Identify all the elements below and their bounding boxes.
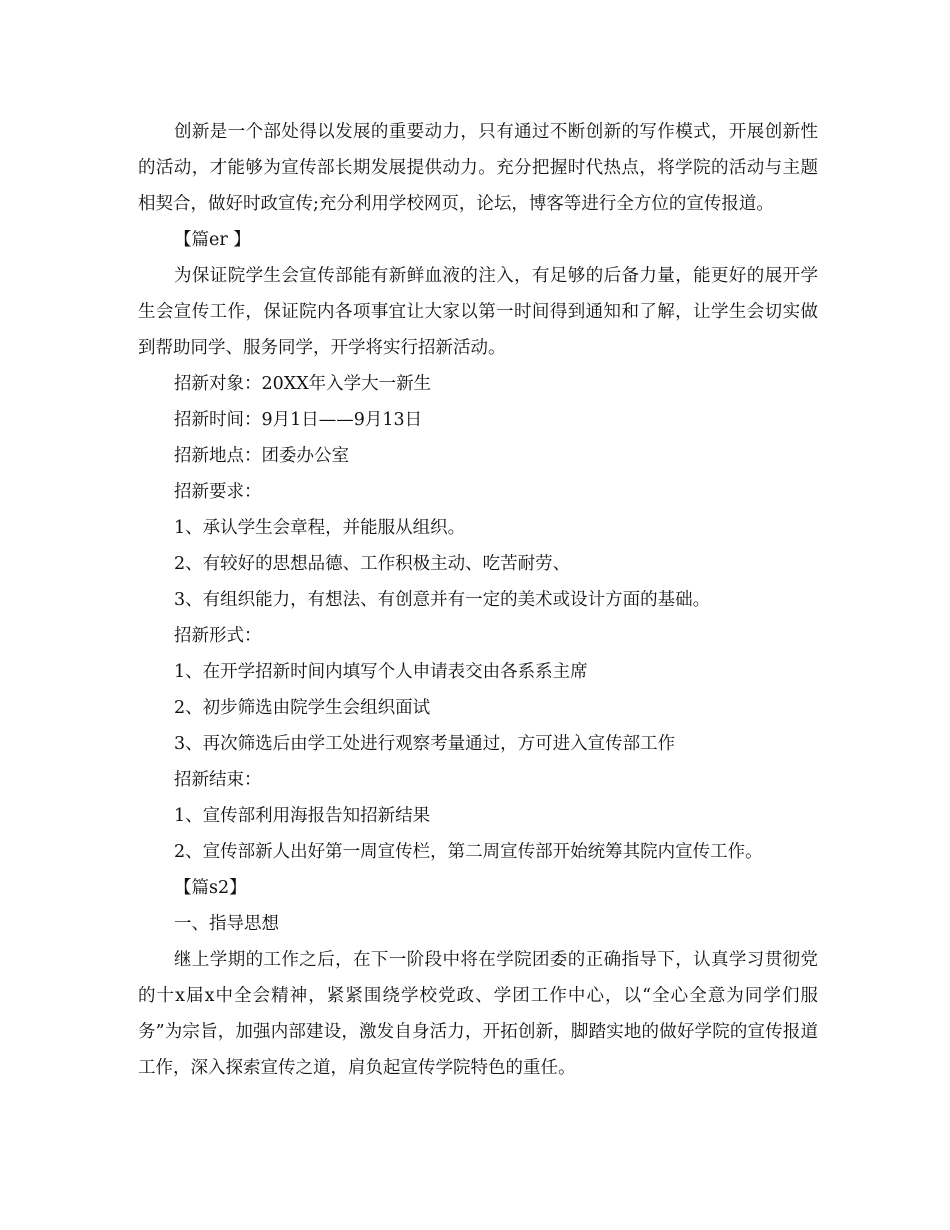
recruit-end-heading: 招新结束：	[174, 770, 262, 790]
format-item-3: 3、再次筛选后由学工处进行观察考量通过，方可进入宣传部工作	[174, 734, 676, 754]
section-heading-s2: 【篇s2】	[174, 878, 247, 898]
requirement-item-3: 3、有组织能力，有想法、有创意并有一定的美术或设计方面的基础。	[174, 590, 711, 610]
section-heading-er: 【篇er 】	[174, 230, 251, 250]
recruit-format-heading: 招新形式：	[174, 626, 262, 646]
paragraph-recruitment-intro: 为保证院学生会宣传部能有新鲜血液的注入，有足够的后备力量，能更好的展开学生会宣传工作，保证院内各项事宜让大家以第一时间得到通知和了解，让学生会切实做到帮助同学、服务同学，开学将实行招新活动。	[138, 266, 818, 358]
recruit-time: 招新时间：9月1日——9月13日	[174, 410, 423, 430]
end-item-2: 2、宣传部新人出好第一周宣传栏，第二周宣传部开始统筹其院内宣传工作。	[174, 842, 763, 862]
format-item-1: 1、在开学招新时间内填写个人申请表交由各系系主席	[174, 662, 588, 682]
format-item-2: 2、初步筛选由院学生会组织面试	[174, 698, 431, 718]
end-item-1: 1、宣传部利用海报告知招新结果	[174, 806, 431, 826]
recruit-location: 招新地点：团委办公室	[174, 446, 349, 466]
document-body	[138, 114, 818, 1086]
requirement-item-2: 2、有较好的思想品德、工作积极主动、吃苦耐劳、	[174, 554, 571, 574]
recruit-requirements-heading: 招新要求：	[174, 482, 262, 502]
guiding-ideology-heading: 一、指导思想	[174, 914, 279, 934]
requirement-item-1: 1、承认学生会章程，并能服从组织。	[174, 518, 466, 538]
recruit-target: 招新对象：20XX年入学大一新生	[174, 374, 432, 394]
paragraph-innovation: 创新是一个部处得以发展的重要动力，只有通过不断创新的写作模式，开展创新性的活动，才能够为宣传部长期发展提供动力。充分把握时代热点，将学院的活动与主题相契合，做好时政宣传;充分利用学校网页，论坛，博客等进行全方位的宣传报道。	[138, 122, 818, 214]
paragraph-guiding-ideology: 继上学期的工作之后，在下一阶段中将在学院团委的正确指导下，认真学习贯彻党的十x届x中全会精神，紧紧围绕学校党政、学团工作中心，以“全心全意为同学们服务”为宗旨，加强内部建设，激发自身活力，开拓创新，脚踏实地的做好学院的宣传报道工作，深入探索宣传之道，肩负起宣传学院特色的重任。	[138, 950, 818, 1078]
